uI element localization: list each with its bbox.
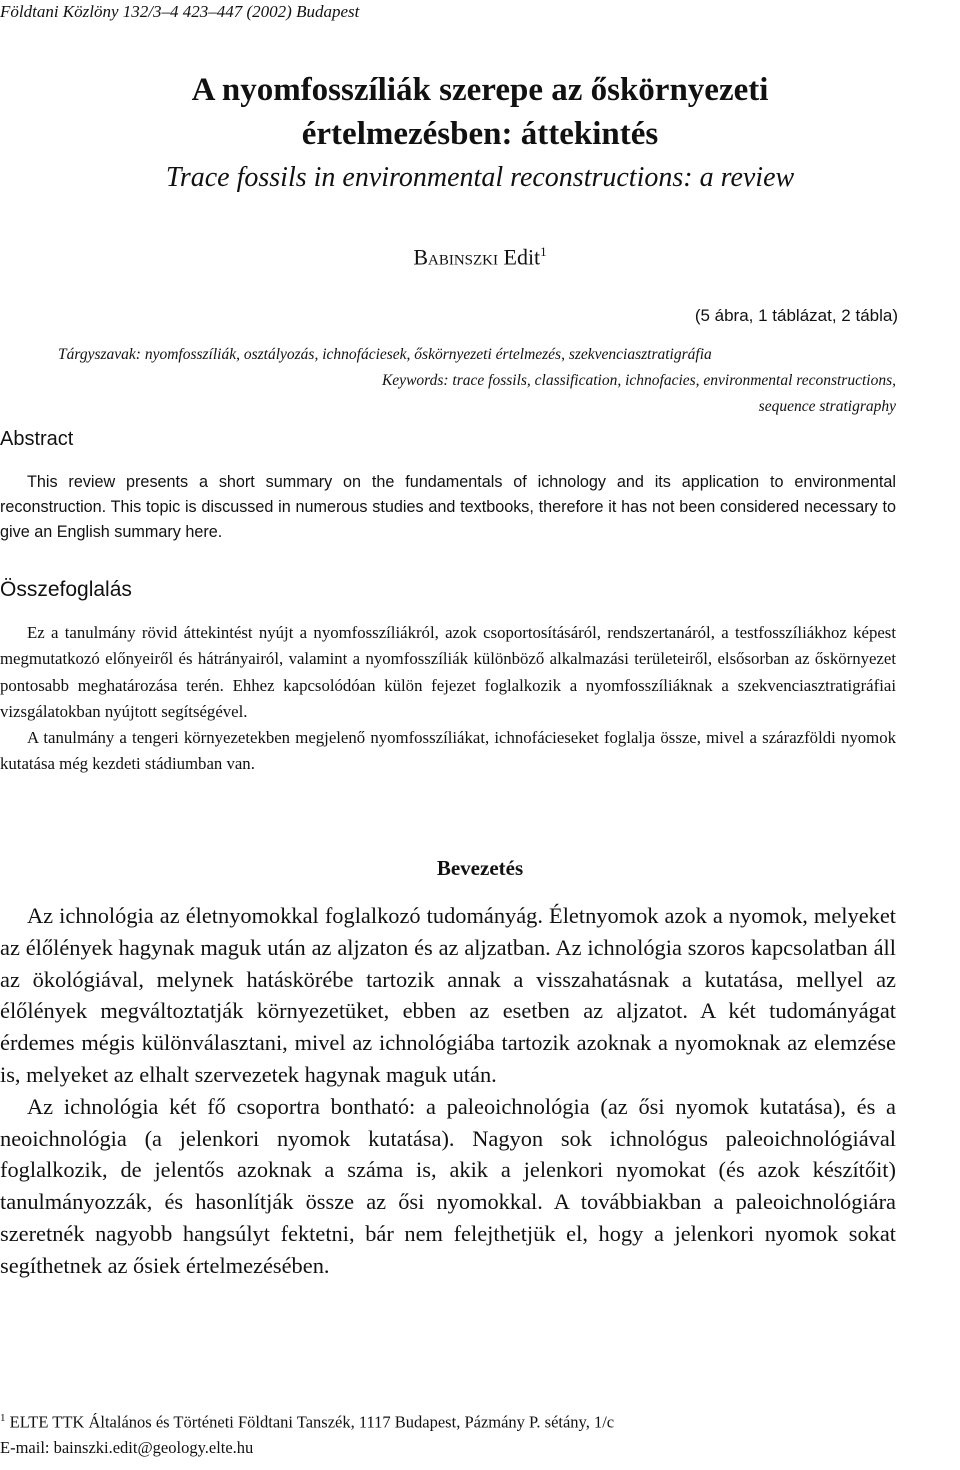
footnote-mark: 1 <box>0 1412 6 1424</box>
author-given-name: Edit <box>503 244 541 270</box>
author-line <box>0 244 960 270</box>
introduction-paragraph: Az ichnológia két fő csoportra bontható: a paleoichnológia (az ősi nyomok kutatása), és a neoichnológia (a jelenkori nyomok kutatása). Nagyon sok ichnológus paleoichnológiával foglalkozik, de jelentős azoknak a száma is, akik a jelenkori nyomokat (és azok készítőit) tanulmányozzák, és hasonlítják össze az ősi nyomokkal. A továbbiakban a paleoichnológiára szeretnék nagyobb hangsúlyt fektetni, bár nem felejthetjük el, hogy a jelenkori nyomok sokat segíthetnek az ősiek értelmezésében. <box>0 1093 896 1278</box>
article-subtitle: Trace fossils in environmental reconstructions: a review <box>165 162 795 193</box>
author-surname: Babinszki <box>413 244 498 270</box>
introduction-heading: Bevezetés <box>436 856 524 880</box>
footnote-text: ELTE TTK Általános és Történeti Földtani Tanszék, 1117 Budapest, Pázmány P. sétány, 1/c <box>9 1412 615 1432</box>
author-footnote-mark: 1 <box>540 244 547 259</box>
article-title-line-1: A nyomfosszíliák szerepe az őskörnyezeti <box>191 72 769 108</box>
keywords-hungarian: Tárgyszavak: nyomfosszíliák, osztályozás, ichnofáciesek, őskörnyezeti értelmezés, szekvenciasztratigráfia <box>58 346 712 363</box>
footnote-email: E-mail: bainszki.edit@geology.elte.hu <box>0 1438 254 1457</box>
summary-paragraph: Ez a tanulmány rövid áttekintést nyújt a nyomfosszíliákról, azok csoportosításáról, rendszertanáról, a testfosszíliákhoz képest megmutatkozó előnyeiről és hátrányairól, valamint a nyomfosszíliák különböző alkalmazási területeiről, elsősorban az őskörnyezet pontosabb meghatározása terén. Ehhez kapcsolódóan külön fejezet foglalkozik a nyomfosszíliáknak a szekvenciasztratigráfiai vizsgálatokban nyújtott segítségével. <box>0 623 896 721</box>
abstract-text <box>0 470 896 545</box>
summary-heading: Összefoglalás <box>0 578 132 601</box>
keywords-english-line-1: Keywords: trace fossils, classification, ichnofacies, environmental reconstructions, <box>381 372 896 389</box>
introduction-paragraph: Az ichnológia az életnyomokkal foglalkozó tudományág. Életnyomok azok a nyomok, melyeket az élőlények hagynak maguk után az aljzaton és az aljzatban. Az ichnológia szoros kapcsolatban áll az ökológiával, melynek hatáskörébe tartozik annak a visszahatásnak a kutatása, mellyel az élőlények megváltoztatják környezetüket, ebben az esetben az aljzatot. A két tudományágat érdemes mégis különválasztani, mivel az ichnológiába tartozik azoknak a nyomoknak az elemzése is, melyeket az elhalt szervezetek hagynak maguk után. <box>0 903 896 1087</box>
article-title-line-2: értelmezésben: áttekintés <box>301 116 659 152</box>
keywords-english-line-2: sequence stratigraphy <box>758 398 896 415</box>
figure-counts: (5 ábra, 1 táblázat, 2 tábla) <box>694 306 898 325</box>
abstract-heading: Abstract <box>0 428 74 450</box>
summary-paragraph: A tanulmány a tengeri környezetekben megjelenő nyomfosszíliákat, ichnofácieseket foglalja össze, mivel a szárazföldi nyomok kutatása még kezdeti stádiumban van. <box>0 728 896 774</box>
abstract-paragraph: This review presents a short summary on the fundamentals of ichnology and its application to environmental reconstruction. This topic is discussed in numerous studies and textbooks, therefore it has not been considered necessary to give an English summary here. <box>0 473 896 541</box>
introduction-body <box>0 900 896 1282</box>
footnote-affiliation <box>0 1412 614 1433</box>
journal-header: Földtani Közlöny 132/3–4 423–447 (2002) Budapest <box>0 2 360 21</box>
summary-body <box>0 620 896 778</box>
